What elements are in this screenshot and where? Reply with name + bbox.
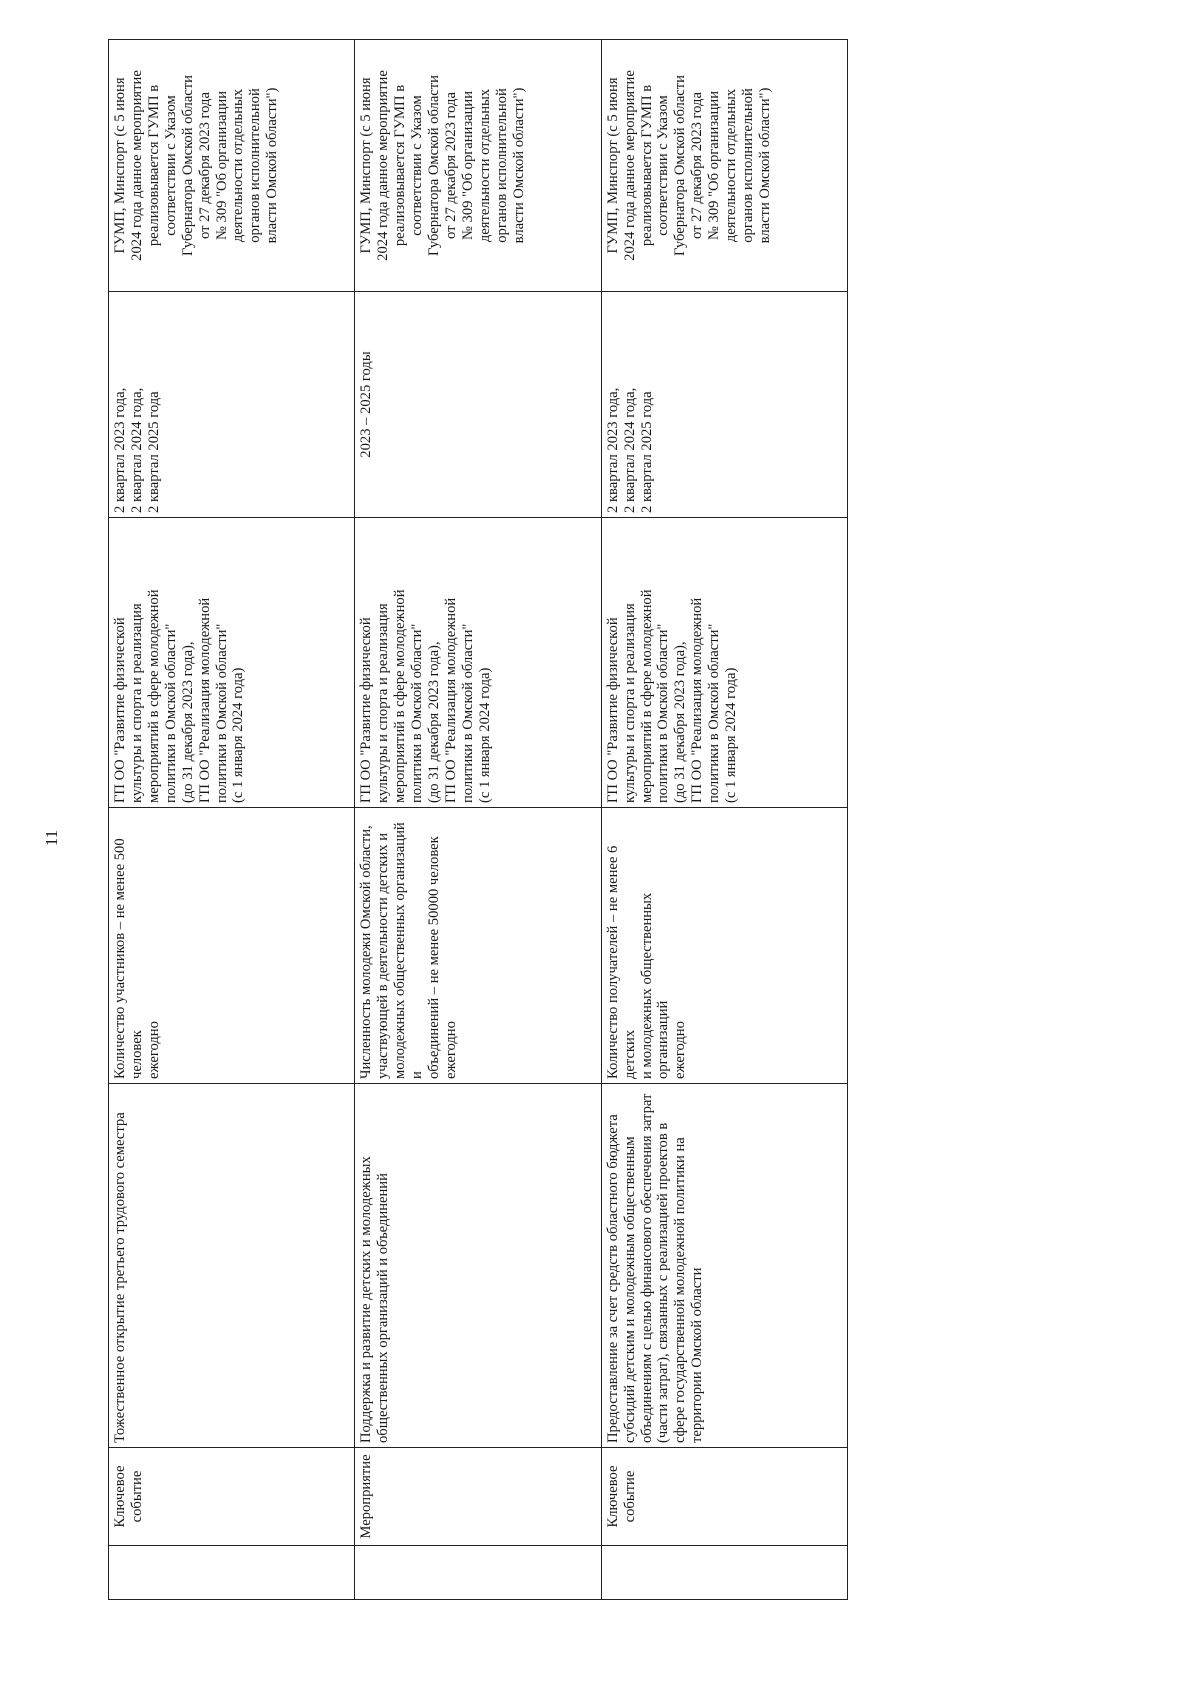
- table-row: [355, 40, 601, 1600]
- table-row: [109, 40, 355, 1600]
- indicator-cell: Количество получателей – не менее 6 детских и молодежных общественных организаций ежегодно: [601, 808, 847, 1084]
- event-type-cell: Ключевое событие: [601, 1448, 847, 1546]
- program-cell: ГП ОО "Развитие физической культуры и спорта и реализация мероприятий в сфере молодежной политики в Омской области" (до 31 декабря 2023 года), ГП ОО "Реализация молодежной политики в Омской области" (с 1 января 2024 года): [355, 518, 601, 808]
- responsible-cell: ГУМП, Минспорт (с 5 июня 2024 года данное мероприятие реализовывается ГУМП в соответствии с Указом Губернатора Омской области от 27 декабря 2023 года № 309 "Об организации деятельности отдельных органов исполнительной власти Омской области"): [355, 40, 601, 292]
- period-cell: 2 квартал 2023 года, 2 квартал 2024 года, 2 квартал 2025 года: [109, 292, 355, 518]
- event-type-cell: Мероприятие: [355, 1448, 601, 1546]
- indicator-cell: Численность молодежи Омской области, участвующей в деятельности детских и молодежных общественных организаций и объединений – не менее 50000 человек ежегодно: [355, 808, 601, 1084]
- event-name-cell: Предоставление за счет средств областного бюджета субсидий детским и молодежным общественным объединениям с целью финансового обеспечения затрат (части затрат), связанных с реализацией проектов в сфере государственной молодежной политики на территории Омской области: [601, 1084, 847, 1448]
- rotated-table-container: [108, 40, 848, 1600]
- responsible-cell: ГУМП, Минспорт (с 5 июня 2024 года данное мероприятие реализовывается ГУМП в соответствии с Указом Губернатора Омской области от 27 декабря 2023 года № 309 "Об организации деятельности отдельных органов исполнительной власти Омской области"): [601, 40, 847, 292]
- period-cell: 2 квартал 2023 года, 2 квартал 2024 года, 2 квартал 2025 года: [601, 292, 847, 518]
- indicator-cell: Количество участников – не менее 500 человек ежегодно: [109, 808, 355, 1084]
- event-name-cell: Тожественное открытие третьего трудового семестра: [109, 1084, 355, 1448]
- event-name-cell: Поддержка и развитие детских и молодежных общественных организаций и объединений: [355, 1084, 601, 1448]
- responsible-cell: ГУМП, Минспорт (с 5 июня 2024 года данное мероприятие реализовывается ГУМП в соответствии с Указом Губернатора Омской области от 27 декабря 2023 года № 309 "Об организации деятельности отдельных органов исполнительной власти Омской области"): [109, 40, 355, 292]
- empty-number-cell: [355, 1546, 601, 1600]
- event-type-cell: Ключевое событие: [109, 1448, 355, 1546]
- program-cell: ГП ОО "Развитие физической культуры и спорта и реализация мероприятий в сфере молодежной политики в Омской области" (до 31 декабря 2023 года), ГП ОО "Реализация молодежной политики в Омской области" (с 1 января 2024 года): [601, 518, 847, 808]
- page-number: 11: [42, 829, 62, 847]
- empty-number-cell: [601, 1546, 847, 1600]
- table-row: [601, 40, 847, 1600]
- empty-number-cell: [109, 1546, 355, 1600]
- program-cell: ГП ОО "Развитие физической культуры и спорта и реализация мероприятий в сфере молодежной политики в Омской области" (до 31 декабря 2023 года), ГП ОО "Реализация молодежной политики в Омской области" (с 1 января 2024 года): [109, 518, 355, 808]
- period-cell: 2023 – 2025 годы: [355, 292, 601, 518]
- activities-table: [108, 39, 848, 1600]
